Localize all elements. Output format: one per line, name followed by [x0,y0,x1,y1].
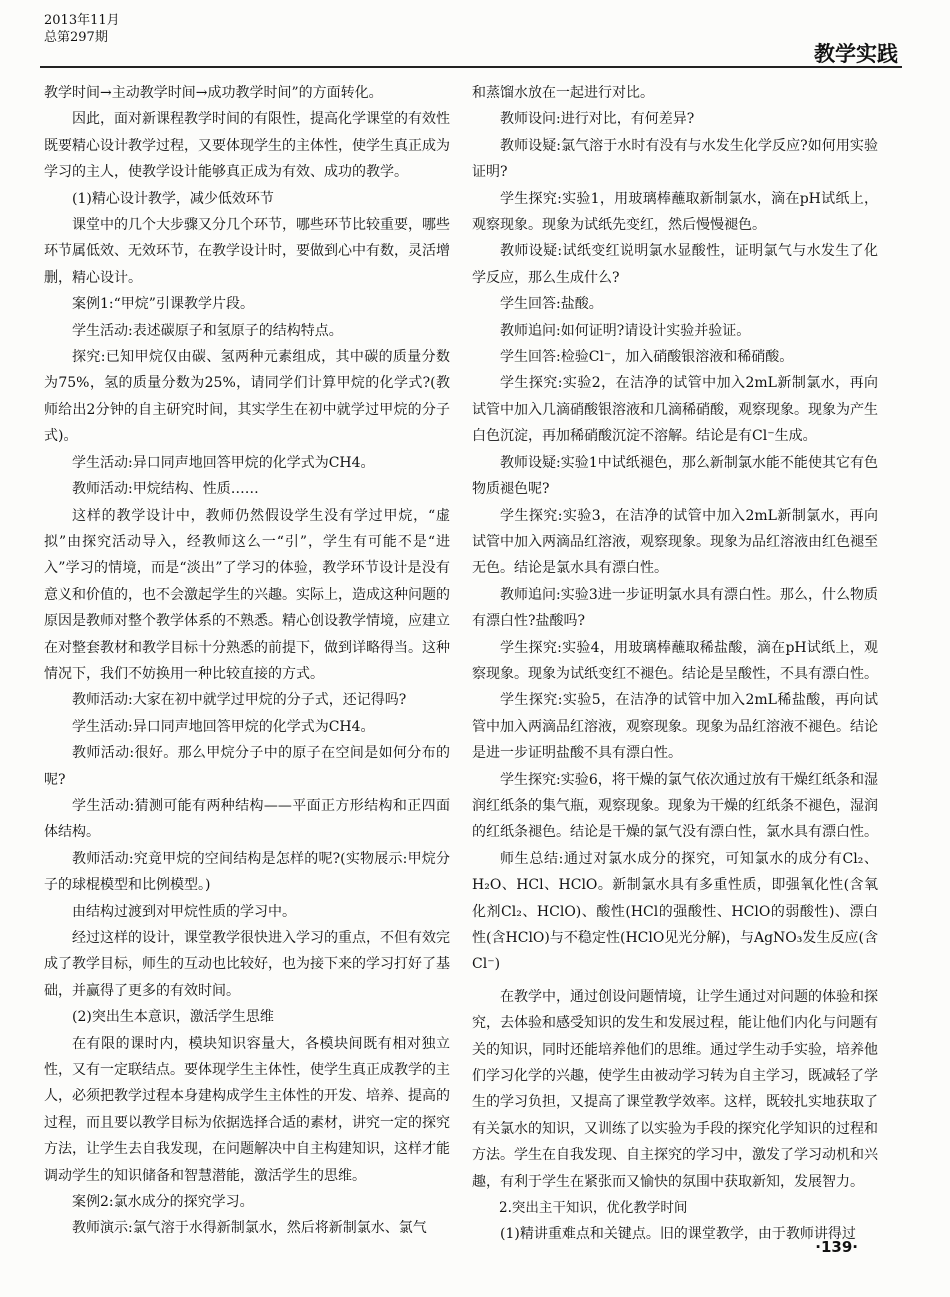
paragraph: 探究:已知甲烷仅由碳、氢两种元素组成，其中碳的质量分数为75%，氢的质量分数为25%，请同学们计算甲烷的化学式?(教师给出2分钟的自主研究时间，其实学生在初中就学过甲烷的分子式)。 [44,349,450,445]
paragraph: 教师设疑:实验1中试纸褪色，那么新制氯水能不能使其它有色物质褪色呢? [472,454,878,498]
paragraph: 由结构过渡到对甲烷性质的学习中。 [72,903,296,920]
paragraph: 师生总结:通过对氯水成分的探究，可知氯水的成分有Cl₂、H₂O、HCl、HClO。新制氯水具有多重性质，即强氧化性(含氧化剂Cl₂、HClO)、酸性(HCl的强酸性、HClO的弱酸性)、漂白性(含HClO)与不稳定性(HClO见光分解)，与AgNO₃发生反应(含Cl⁻) [472,850,878,973]
paragraph: 在教学中，通过创设问题情境，让学生通过对问题的体验和探究，去体验和感受知识的发生和发展过程，能让他们内化与问题有关的知识，同时还能培养他们的思维。通过学生动手实验，培养他们学习化学的兴趣，使学生由被动学习转为自主学习，既减轻了学生的学习负担，又提高了课堂教学效率。这样，既较扎实地获取了有关氯水的知识，又训练了以实验为手段的探究化学知识的过程和方法。学生在自我发现、自主探究的学习中，激发了学习动机和兴趣，有利于学生在紧张而又愉快的氛围中获取新知，发展智力。 [472,988,878,1190]
paragraph: 在有限的课时内，模块知识容量大，各模块间既有相对独立性，又有一定联结点。要体现学生主体性，使学生真正成教学的主人，必须把教学过程本身建构成学生主体性的开发、培养、提高的过程，而且要以教学目标为依据选择合适的素材，讲究一定的探究方法，让学生去自我发现，在问题解决中自主构建知识，这样才能调动学生的知识储备和智慧潜能，激活学生的思维。 [44,1035,450,1184]
paragraph: 学生回答:检验Cl⁻，加入硝酸银溶液和稀硝酸。 [500,349,794,366]
paragraph: 教师追问:如何证明?请设计实验并验证。 [500,322,751,339]
paragraph: (2)突出生本意识，激活学生思维 [72,1009,274,1026]
paragraph: 学生探究:实验3，在洁净的试管中加入2mL新制氯水，再向试管中加入两滴品红溶液，观察现象。现象为品红溶液由红色褪至无色。结论是氯水具有漂白性。 [472,507,878,577]
paragraph: 教师活动:究竟甲烷的空间结构是怎样的呢?(实物展示:甲烷分子的球棍模型和比例模型。) [44,850,450,894]
paragraph: 教师演示:氯气溶于水得新制氯水，然后将新制氯水、氯气 [72,1220,427,1237]
paragraph: 学生探究:实验2，在洁净的试管中加入2mL新制氯水，再向试管中加入几滴硝酸银溶液和几滴稀硝酸，观察现象。现象为产生白色沉淀，再加稀硝酸沉淀不溶解。结论是有Cl⁻生成。 [472,375,878,445]
paragraph: 教师追问:实验3进一步证明氯水具有漂白性。那么，什么物质有漂白性?盐酸吗? [472,586,878,630]
paragraph: 2.突出主干知识，优化教学时间 [499,1200,688,1217]
paragraph: 学生活动:猜测可能有两种结构——平面正方形结构和正四面体结构。 [44,797,450,841]
paragraph: 案例2:氯水成分的探究学习。 [72,1194,254,1211]
paragraph: 学生探究:实验6，将干燥的氯气依次通过放有干燥红纸条和湿润红纸条的集气瓶，观察现象。现象为干燥的红纸条不褪色，湿润的红纸条褪色。结论是干燥的氯气没有漂白性，氯水具有漂白性。 [472,771,878,841]
paragraph: 学生回答:盐酸。 [500,296,603,313]
paragraph: 教师活动:甲烷结构、性质…… [72,481,259,498]
left-column [44,80,450,1242]
paragraph: 教师设问:进行对比，有何差异? [500,111,695,128]
header-rule [40,66,902,68]
paragraph: 学生活动:异口同声地回答甲烷的化学式为CH4。 [72,454,375,471]
paragraph: 和蒸馏水放在一起进行对比。 [472,85,654,101]
paragraph: 教学时间→主动教学时间→成功教学时间”的方面转化。 [44,85,383,101]
paragraph: 学生探究:实验5，在洁净的试管中加入2mL稀盐酸，再向试管中加入两滴品红溶液，观察现象。现象为品红溶液不褪色。结论是进一步证明盐酸不具有漂白性。 [472,692,878,762]
column-title: 教学实践 [814,42,898,66]
right-column [472,80,878,1248]
issue-date: 2013年11月 [44,13,120,28]
page-header-left [44,12,120,46]
paragraph: 学生活动:异口同声地回答甲烷的化学式为CH4。 [72,718,375,735]
paragraph: 教师设疑:氯气溶于水时有没有与水发生化学反应?如何用实验证明? [472,137,878,181]
paragraph: 课堂中的几个大步骤又分几个环节，哪些环节比较重要，哪些环节属低效、无效环节，在教学设计时，要做到心中有数，灵活增删，精心设计。 [44,217,450,286]
paragraph: 教师活动:大家在初中就学过甲烷的分子式，还记得吗? [72,692,407,709]
paragraph: 学生活动:表述碳原子和氢原子的结构特点。 [72,322,343,339]
paragraph: 案例1:“甲烷”引课教学片段。 [72,296,254,313]
paragraph: 教师设疑:试纸变红说明氯水显酸性，证明氯气与水发生了化学反应，那么生成什么? [472,243,878,286]
page-number: ·139· [815,1238,858,1256]
paragraph: 教师活动:很好。那么甲烷分子中的原子在空间是如何分布的呢? [44,745,450,788]
paragraph: 因此，面对新课程教学时间的有限性，提高化学课堂的有效性既要精心设计教学过程，又要体现学生的主体性，使学生真正成为学习的主人，使教学设计能够真正成为有效、成功的教学。 [44,111,450,181]
issue-number: 总第297期 [44,30,108,45]
paragraph: (1)精心设计教学，减少低效环节 [72,190,274,207]
paragraph: (1)精讲重难点和关键点。旧的课堂教学，由于教师讲得过 [500,1226,856,1243]
paragraph: 这样的教学设计中，教师仍然假设学生没有学过甲烷，“虚拟”由探究活动导入，经教师这么一“引”，学生有可能不是“进入”学习的情境，而是“淡出”了学习的体验，教学环节设计是没有意义和价值的，也不会激起学生的兴趣。实际上，造成这种问题的原因是教师对整个教学体系的不熟悉。精心创设教学情境，应建立在对整套教材和教学目标十分熟悉的前提下，做到详略得当。这种情况下，我们不妨换用一种比较直接的方式。 [44,507,450,682]
paragraph: 学生探究:实验4，用玻璃棒蘸取稀盐酸，滴在pH试纸上，观察现象。现象为试纸变红不褪色。结论是呈酸性，不具有漂白性。 [472,639,878,682]
paragraph: 经过这样的设计，课堂教学很快进入学习的重点，不但有效完成了教学目标，师生的互动也比较好，也为接下来的学习打好了基础，并赢得了更多的有效时间。 [44,930,450,999]
paragraph: 学生探究:实验1，用玻璃棒蘸取新制氯水，滴在pH试纸上，观察现象。现象为试纸先变红，然后慢慢褪色。 [472,190,878,234]
